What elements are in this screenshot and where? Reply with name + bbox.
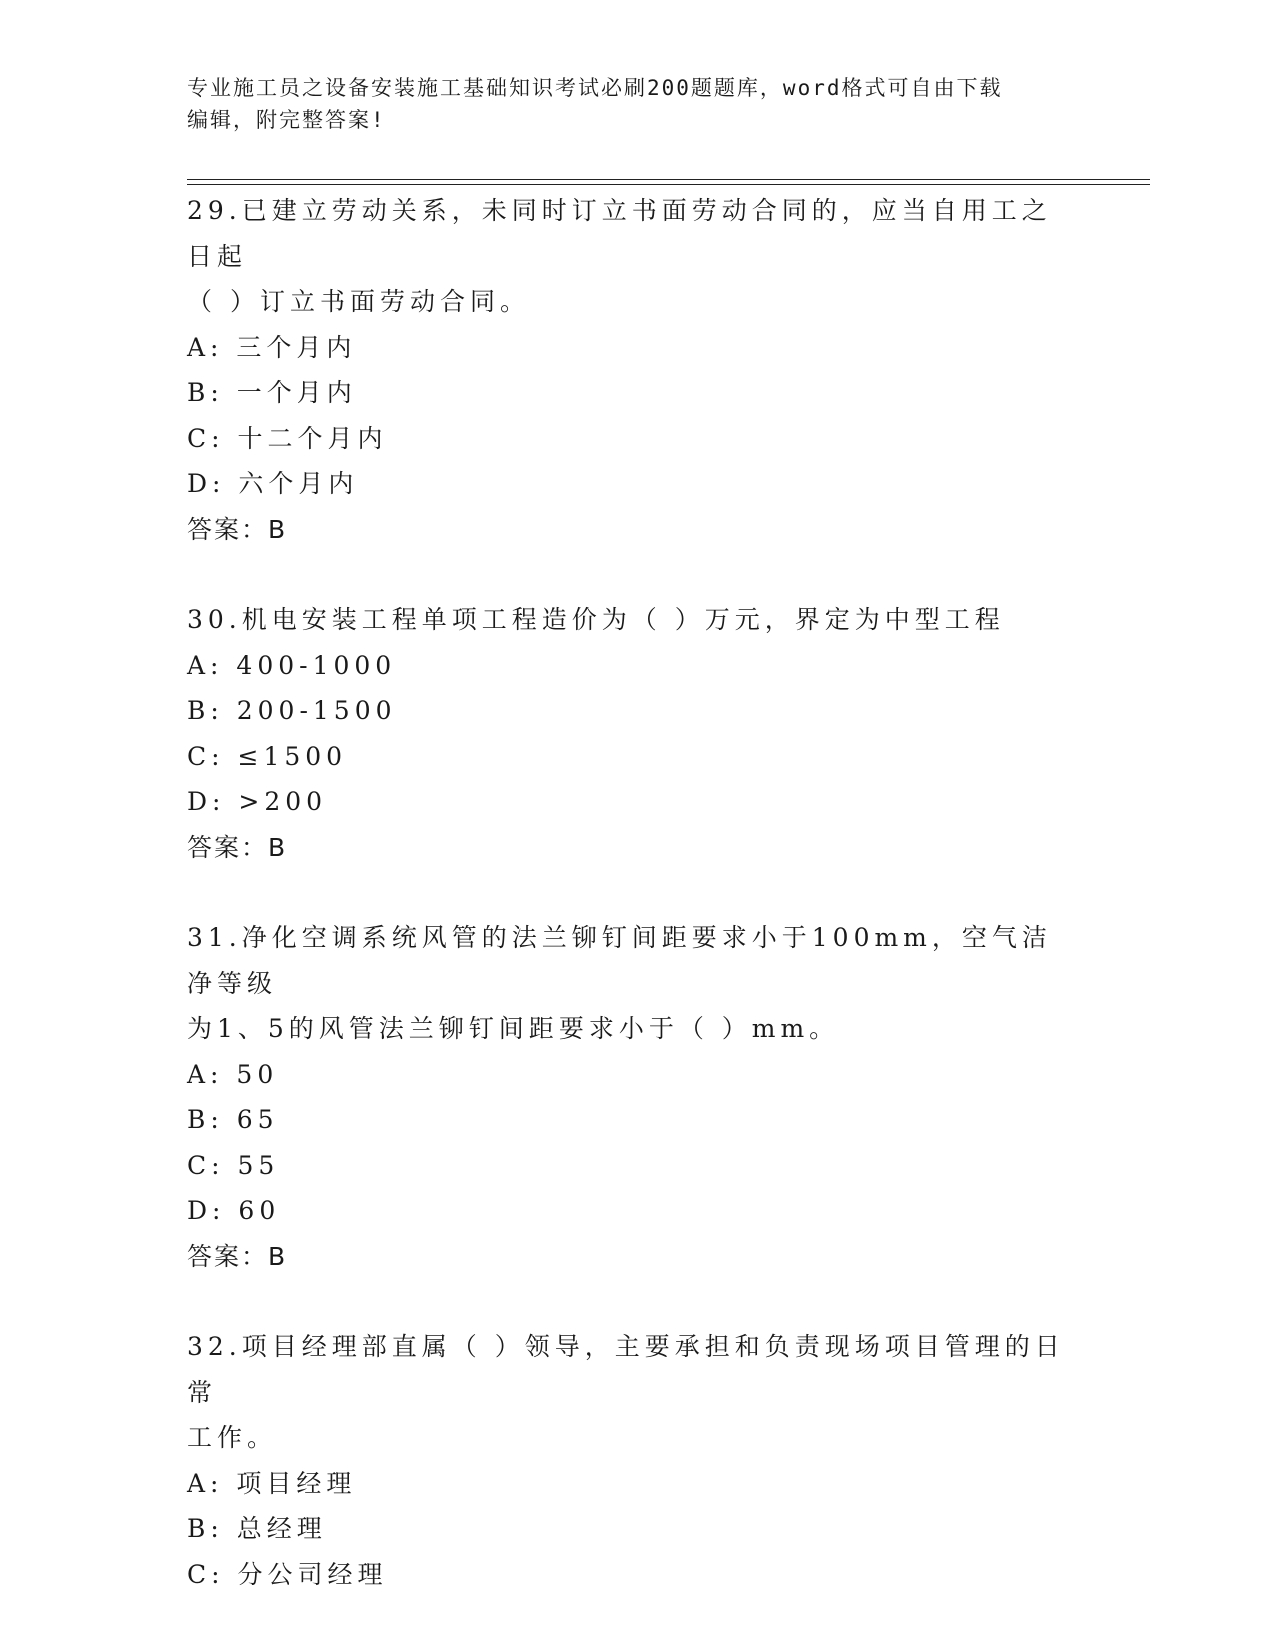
answer: 答案：B — [187, 832, 288, 862]
question-list — [187, 188, 1077, 1642]
question-32 — [187, 1324, 1077, 1597]
option-a: A: 50 — [187, 1059, 279, 1089]
option-a: A: 400-1000 — [187, 650, 397, 680]
question-30 — [187, 597, 1077, 870]
option-c: C: 55 — [187, 1150, 280, 1180]
option-c: C: ≤1500 — [187, 741, 348, 771]
question-text-line-1: 30.机电安装工程单项工程造价为（ ）万元，界定为中型工程 — [187, 605, 1005, 634]
question-29 — [187, 188, 1077, 552]
header-divider-bottom — [187, 184, 1150, 185]
question-text-line-2: （ ）订立书面劳动合同。 — [187, 287, 530, 316]
question-text-line-1: 29.已建立劳动关系，未同时订立书面劳动合同的，应当自用工之日起 — [187, 196, 1052, 271]
option-d: D: 60 — [187, 1196, 281, 1225]
option-d: D: >200 — [187, 787, 328, 816]
option-b: B: 一个月内 — [187, 378, 357, 407]
question-text-line-2: 工作。 — [187, 1423, 278, 1452]
answer: 答案：B — [187, 514, 288, 544]
option-a: A: 三个月内 — [187, 332, 357, 362]
header-line-2: 编辑，附完整答案! — [187, 108, 386, 132]
option-d: D: 六个月内 — [187, 469, 359, 498]
option-b: B: 200-1500 — [187, 696, 397, 725]
header-line-1: 专业施工员之设备安装施工基础知识考试必刷200题题库，word格式可自由下载 — [187, 76, 1003, 100]
option-c: C: 分公司经理 — [187, 1559, 388, 1589]
option-c: C: 十二个月内 — [187, 423, 388, 453]
document-header — [187, 72, 1067, 136]
question-text-line-1: 32.项目经理部直属（ ）领导，主要承担和负责现场项目管理的日常 — [187, 1332, 1065, 1407]
question-text-line-2: 为1、5的风管法兰铆钉间距要求小于（ ）mm。 — [187, 1014, 840, 1043]
option-b: B: 65 — [187, 1105, 279, 1134]
option-a: A: 项目经理 — [187, 1468, 357, 1498]
question-31 — [187, 915, 1077, 1279]
header-divider-top — [187, 179, 1150, 180]
option-b: B: 总经理 — [187, 1514, 327, 1543]
answer: 答案：B — [187, 1241, 288, 1271]
question-text-line-1: 31.净化空调系统风管的法兰铆钉间距要求小于100mm，空气洁净等级 — [187, 923, 1052, 998]
